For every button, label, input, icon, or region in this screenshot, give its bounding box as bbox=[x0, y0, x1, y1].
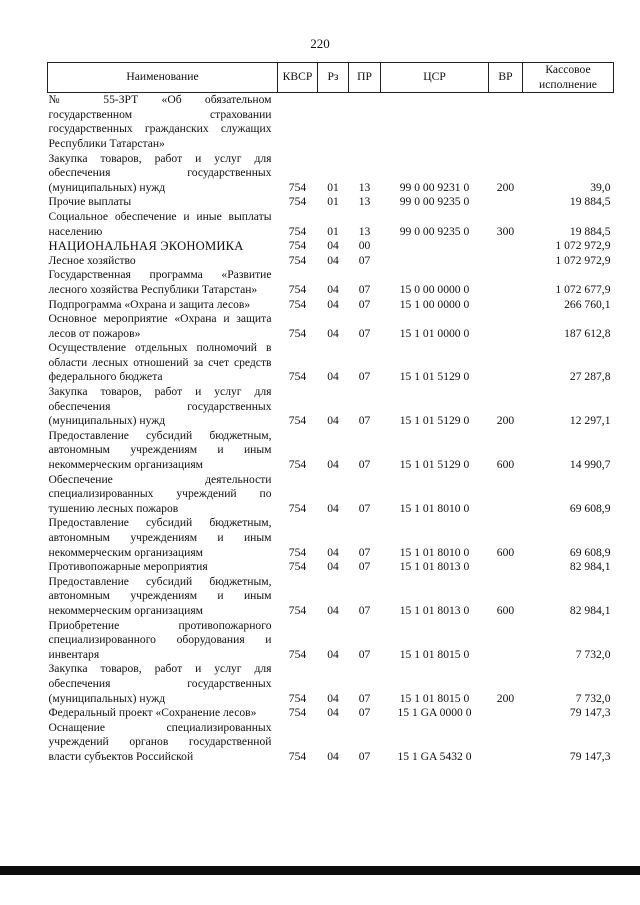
cell-rz: 04 bbox=[327, 282, 339, 296]
cell-rz: 04 bbox=[327, 560, 339, 574]
cell-kvsr: 754 bbox=[288, 195, 307, 209]
cell-amount: 19 884,5 bbox=[569, 195, 611, 209]
cell-amount: 12 297,1 bbox=[569, 414, 611, 428]
cell-vr bbox=[489, 312, 523, 341]
cell-amount: 69 608,9 bbox=[569, 501, 611, 515]
budget-table-container bbox=[47, 62, 613, 765]
table-row bbox=[48, 93, 614, 152]
cell-vr: 600 bbox=[496, 603, 515, 617]
cell-vr: 600 bbox=[496, 458, 515, 472]
cell-pr: 07 bbox=[358, 297, 371, 311]
cell-rz: 04 bbox=[327, 370, 339, 384]
cell-csr bbox=[381, 254, 489, 269]
cell-vr: 200 bbox=[496, 180, 515, 194]
cell-amount: 1 072 677,9 bbox=[555, 282, 611, 296]
cell-kvsr: 754 bbox=[288, 224, 307, 238]
cell-pr: 00 bbox=[358, 239, 371, 253]
cell-pr: 07 bbox=[358, 647, 371, 661]
cell-vr bbox=[489, 619, 523, 663]
cell-csr: 99 0 00 9235 0 bbox=[399, 195, 470, 209]
cell-csr: 15 1 01 5129 0 bbox=[399, 458, 470, 472]
table-row bbox=[48, 210, 614, 239]
cell-pr: 07 bbox=[358, 370, 371, 384]
cell-vr bbox=[489, 195, 523, 210]
cell-name: Предоставление субсидий бюджетным, автономным учреждениям и иным некоммерческим организациям bbox=[48, 516, 272, 559]
cell-kvsr: 754 bbox=[288, 414, 307, 428]
cell-amount: 69 608,9 bbox=[569, 545, 611, 559]
cell-csr: 15 1 01 5129 0 bbox=[399, 414, 470, 428]
cell-pr: 07 bbox=[358, 603, 371, 617]
cell-rz: 01 bbox=[327, 180, 339, 194]
cell-csr: 15 0 00 0000 0 bbox=[399, 282, 470, 296]
cell-csr: 15 1 01 8015 0 bbox=[399, 691, 470, 705]
table-row bbox=[48, 575, 614, 619]
column-header-csr: ЦСР bbox=[381, 63, 489, 93]
cell-amount: 266 760,1 bbox=[564, 297, 611, 311]
cell-csr: 99 0 00 9231 0 bbox=[399, 180, 470, 194]
table-row bbox=[48, 619, 614, 663]
cell-amount: 82 984,1 bbox=[569, 560, 611, 574]
cell-vr bbox=[489, 298, 523, 313]
cell-amount: 1 072 972,9 bbox=[555, 253, 611, 267]
cell-pr: 07 bbox=[358, 560, 371, 574]
cell-csr: 15 1 00 0000 0 bbox=[399, 297, 470, 311]
cell-amount: 1 072 972,9 bbox=[555, 239, 611, 253]
cell-kvsr: 754 bbox=[288, 749, 307, 763]
cell-name: Государственная программа «Развитие лесного хозяйства Республики Татарстан» bbox=[48, 268, 272, 296]
cell-name: Социальное обеспечение и иные выплаты населению bbox=[48, 209, 272, 238]
table-row bbox=[48, 429, 614, 473]
cell-pr: 07 bbox=[358, 691, 371, 705]
cell-kvsr: 754 bbox=[288, 691, 307, 705]
cell-name: Оснащение специализированных учреждений органов государственной власти субъектов Российской bbox=[48, 720, 272, 763]
cell-kvsr: 754 bbox=[288, 706, 307, 720]
column-header-amount: Кассовое исполнение bbox=[523, 63, 614, 93]
cell-csr bbox=[381, 93, 489, 152]
cell-kvsr: 754 bbox=[288, 253, 307, 267]
cell-kvsr: 754 bbox=[288, 647, 307, 661]
cell-name: Лесное хозяйство bbox=[48, 253, 136, 267]
page-number: 220 bbox=[310, 36, 330, 51]
cell-kvsr: 754 bbox=[288, 239, 307, 253]
column-header-vr: ВР bbox=[489, 63, 523, 93]
cell-rz: 04 bbox=[327, 749, 339, 763]
table-row bbox=[48, 385, 614, 429]
table-body bbox=[48, 93, 614, 765]
cell-kvsr: 754 bbox=[288, 560, 307, 574]
cell-rz: 04 bbox=[327, 458, 339, 472]
cell-name: НАЦИОНАЛЬНАЯ ЭКОНОМИКА bbox=[48, 239, 244, 254]
cell-pr: 13 bbox=[358, 180, 371, 194]
cell-vr bbox=[489, 560, 523, 575]
table-row bbox=[48, 268, 614, 297]
cell-pr: 07 bbox=[358, 458, 371, 472]
table-row bbox=[48, 152, 614, 196]
cell-vr: 600 bbox=[496, 545, 515, 559]
cell-vr bbox=[489, 93, 523, 152]
column-header-rz: Рз bbox=[318, 63, 349, 93]
table-row bbox=[48, 662, 614, 706]
cell-amount: 19 884,5 bbox=[569, 224, 611, 238]
cell-name: № 55-ЗРТ «Об обязательном государственном страховании государственных гражданских служащих Республики Татарстан» bbox=[48, 93, 272, 150]
cell-kvsr: 754 bbox=[288, 180, 307, 194]
cell-name: Федеральный проект «Сохранение лесов» bbox=[48, 706, 257, 720]
cell-vr: 300 bbox=[496, 224, 515, 238]
budget-table bbox=[47, 62, 614, 765]
cell-rz: 04 bbox=[327, 239, 339, 253]
scan-bottom-edge bbox=[0, 866, 640, 875]
table-row bbox=[48, 473, 614, 517]
cell-name: Подпрограмма «Охрана и защита лесов» bbox=[48, 297, 251, 311]
cell-rz: 04 bbox=[327, 501, 339, 515]
cell-rz: 04 bbox=[327, 647, 339, 661]
cell-rz bbox=[318, 93, 349, 152]
cell-rz: 04 bbox=[327, 253, 339, 267]
cell-csr: 15 1 01 8013 0 bbox=[399, 560, 470, 574]
cell-name: Предоставление субсидий бюджетным, автономным учреждениям и иным некоммерческим организациям bbox=[48, 574, 272, 617]
cell-vr bbox=[489, 721, 523, 765]
cell-amount: 79 147,3 bbox=[569, 749, 611, 763]
cell-pr: 07 bbox=[358, 253, 371, 267]
cell-name: Закупка товаров, работ и услуг для обеспечения государственных (муниципальных) нужд bbox=[48, 662, 272, 705]
cell-amount: 39,0 bbox=[590, 180, 611, 194]
cell-pr: 07 bbox=[358, 282, 371, 296]
cell-vr: 200 bbox=[496, 414, 515, 428]
table-header bbox=[48, 63, 614, 93]
cell-kvsr: 754 bbox=[288, 545, 307, 559]
cell-amount: 187 612,8 bbox=[564, 326, 611, 340]
cell-vr bbox=[489, 268, 523, 297]
cell-rz: 04 bbox=[327, 545, 339, 559]
cell-csr: 15 1 01 5129 0 bbox=[399, 370, 470, 384]
cell-csr: 15 1 01 8010 0 bbox=[399, 545, 470, 559]
cell-kvsr: 754 bbox=[288, 501, 307, 515]
table-row bbox=[48, 706, 614, 721]
cell-amount: 79 147,3 bbox=[569, 706, 611, 720]
cell-amount: 82 984,1 bbox=[569, 603, 611, 617]
cell-csr: 15 1 01 8010 0 bbox=[399, 501, 470, 515]
cell-vr: 200 bbox=[496, 691, 515, 705]
cell-pr: 07 bbox=[358, 414, 371, 428]
cell-rz: 04 bbox=[327, 297, 339, 311]
cell-name: Предоставление субсидий бюджетным, автономным учреждениям и иным некоммерческим организациям bbox=[48, 428, 272, 472]
cell-amount: 14 990,7 bbox=[569, 458, 611, 472]
cell-name: Обеспечение деятельности специализированных учреждений по тушению лесных пожаров bbox=[48, 472, 272, 515]
cell-pr: 07 bbox=[358, 326, 371, 340]
cell-rz: 01 bbox=[327, 195, 339, 209]
column-header-name: Наименование bbox=[48, 63, 278, 93]
cell-name: Приобретение противопожарного специализированного оборудования и инвентаря bbox=[48, 618, 272, 661]
cell-pr: 07 bbox=[358, 749, 371, 763]
cell-vr bbox=[489, 254, 523, 269]
cell-pr: 13 bbox=[358, 195, 371, 209]
table-row bbox=[48, 560, 614, 575]
table-row bbox=[48, 516, 614, 560]
table-row bbox=[48, 341, 614, 385]
cell-pr: 07 bbox=[358, 501, 371, 515]
cell-csr: 15 1 01 8015 0 bbox=[399, 647, 470, 661]
table-row bbox=[48, 239, 614, 254]
cell-kvsr: 754 bbox=[288, 326, 307, 340]
header-row bbox=[48, 63, 614, 93]
cell-amount: 7 732,0 bbox=[575, 691, 611, 705]
table-row bbox=[48, 312, 614, 341]
cell-kvsr bbox=[278, 93, 318, 152]
cell-csr bbox=[381, 239, 489, 254]
cell-pr bbox=[349, 93, 381, 152]
cell-vr bbox=[489, 473, 523, 517]
table-row bbox=[48, 298, 614, 313]
cell-rz: 04 bbox=[327, 326, 339, 340]
table-row bbox=[48, 721, 614, 765]
cell-rz: 01 bbox=[327, 224, 339, 238]
cell-pr: 13 bbox=[358, 224, 371, 238]
cell-kvsr: 754 bbox=[288, 603, 307, 617]
cell-kvsr: 754 bbox=[288, 282, 307, 296]
cell-name: Прочие выплаты bbox=[48, 195, 132, 209]
cell-amount: 7 732,0 bbox=[575, 647, 611, 661]
cell-name: Закупка товаров, работ и услуг для обеспечения государственных (муниципальных) нужд bbox=[48, 151, 272, 194]
cell-csr: 99 0 00 9235 0 bbox=[399, 224, 470, 238]
cell-pr: 07 bbox=[358, 545, 371, 559]
cell-amount bbox=[523, 93, 614, 152]
cell-kvsr: 754 bbox=[288, 458, 307, 472]
cell-name: Основное мероприятие «Охрана и защита лесов от пожаров» bbox=[48, 312, 272, 340]
cell-pr: 07 bbox=[358, 706, 371, 720]
cell-csr: 15 1 GA 0000 0 bbox=[397, 706, 472, 720]
table-row bbox=[48, 195, 614, 210]
cell-csr: 15 1 GA 5432 0 bbox=[397, 749, 472, 763]
cell-rz: 04 bbox=[327, 706, 339, 720]
cell-name: Осуществление отдельных полномочий в области лесных отношений за счет средств федерального бюджета bbox=[48, 341, 272, 384]
cell-rz: 04 bbox=[327, 603, 339, 617]
cell-vr bbox=[489, 239, 523, 254]
cell-name: Противопожарные мероприятия bbox=[48, 560, 208, 574]
column-header-kvsr: КВСР bbox=[278, 63, 318, 93]
table-row bbox=[48, 254, 614, 269]
cell-vr bbox=[489, 706, 523, 721]
cell-rz: 04 bbox=[327, 691, 339, 705]
column-header-pr: ПР bbox=[349, 63, 381, 93]
cell-vr bbox=[489, 341, 523, 385]
cell-kvsr: 754 bbox=[288, 370, 307, 384]
cell-name: Закупка товаров, работ и услуг для обеспечения государственных (муниципальных) нужд bbox=[48, 385, 272, 428]
cell-rz: 04 bbox=[327, 414, 339, 428]
cell-csr: 15 1 01 8013 0 bbox=[399, 603, 470, 617]
cell-csr: 15 1 01 0000 0 bbox=[399, 326, 470, 340]
cell-kvsr: 754 bbox=[288, 297, 307, 311]
cell-amount: 27 287,8 bbox=[569, 370, 611, 384]
